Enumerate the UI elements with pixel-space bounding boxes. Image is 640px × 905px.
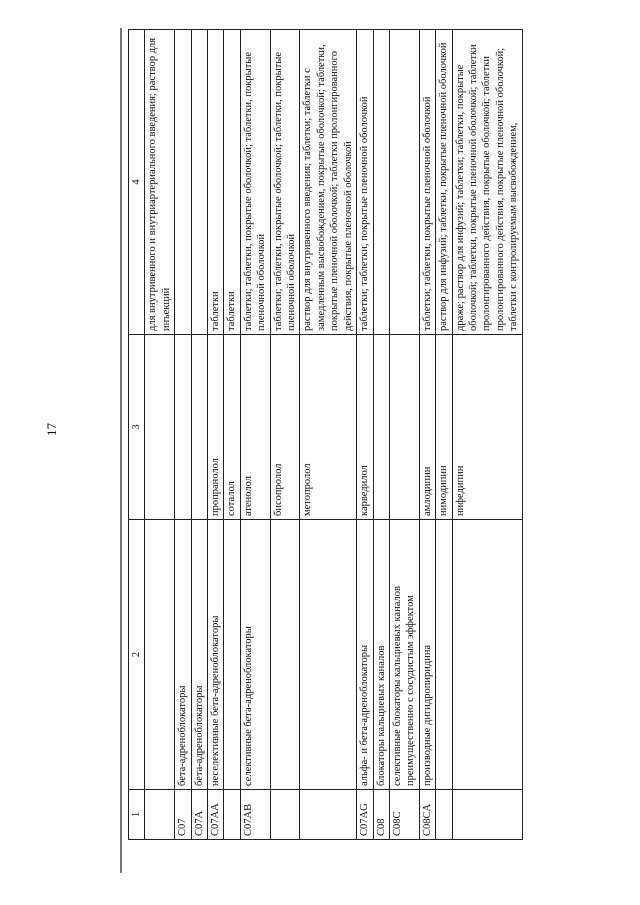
group-name-cell: бета-адреноблокаторы (175, 520, 191, 790)
page-number: 17 (44, 423, 59, 436)
atc-code-cell (436, 790, 452, 840)
page-edge-line (120, 28, 122, 873)
atc-code-cell: C08C (389, 790, 419, 840)
group-name-cell: блокаторы кальциевых каналов (373, 520, 389, 790)
atc-code-cell (145, 790, 175, 840)
dosage-form-cell (175, 30, 191, 335)
group-name-cell (224, 520, 240, 790)
drug-name-cell: пропранолол (208, 335, 224, 520)
atc-code-cell (224, 790, 240, 840)
drug-name-cell: карведилол (357, 335, 373, 520)
drug-name-cell: нимодипин (436, 335, 452, 520)
group-name-cell: альфа- и бета-адреноблокаторы (357, 520, 373, 790)
dosage-form-cell: таблетки; таблетки, покрытые оболочкой; таблетки, покрытые пленочной оболочкой (270, 30, 300, 335)
rotated-table-wrapper (128, 30, 583, 840)
dosage-form-cell (373, 30, 389, 335)
dosage-form-cell: драже; раствор для инфузий; таблетки; таблетки, покрытые оболочкой; таблетки, покрытые пленочной оболочкой; таблетки пролонгированного действия, покрытые оболочкой; таблетки пролонгированного действия, покрытые пленочной оболочкой; таблетки с контролируемым высвобождением, (452, 30, 522, 335)
drug-name-cell (373, 335, 389, 520)
table-row (436, 30, 452, 840)
dosage-form-cell (389, 30, 419, 335)
table-row (357, 30, 373, 840)
table-row (300, 30, 357, 840)
drug-name-cell (175, 335, 191, 520)
header-cell: 4 (129, 30, 145, 335)
group-name-cell (452, 520, 522, 790)
atc-code-cell: C08CA (419, 790, 435, 840)
table-row (373, 30, 389, 840)
group-name-cell: бета-адреноблокаторы (191, 520, 207, 790)
table-row (208, 30, 224, 840)
atc-code-cell: C07AA (208, 790, 224, 840)
dosage-form-cell: таблетки (208, 30, 224, 335)
table-row (270, 30, 300, 840)
drug-name-cell: нифедипин (452, 335, 522, 520)
drug-name-cell: бисопролол (270, 335, 300, 520)
group-name-cell (270, 520, 300, 790)
dosage-form-cell: таблетки; таблетки, покрытые пленочной оболочкой (419, 30, 435, 335)
group-name-cell (145, 520, 175, 790)
header-row (129, 30, 145, 840)
drug-name-cell (389, 335, 419, 520)
group-name-cell (436, 520, 452, 790)
table-row (175, 30, 191, 840)
dosage-form-cell: таблетки (224, 30, 240, 335)
dosage-form-cell: таблетки; таблетки, покрытые оболочкой; таблетки, покрытые пленочной оболочкой (240, 30, 270, 335)
drug-name-cell: соталол (224, 335, 240, 520)
dosage-form-cell: раствор для инфузий; таблетки, покрытые пленочной оболочкой (436, 30, 452, 335)
header-cell: 2 (129, 520, 145, 790)
table-row (191, 30, 207, 840)
atc-code-cell (300, 790, 357, 840)
table-row (452, 30, 522, 840)
atc-code-cell (452, 790, 522, 840)
atc-code-cell: C07AG (357, 790, 373, 840)
table-row (145, 30, 175, 840)
header-cell: 1 (129, 790, 145, 840)
drug-name-cell (145, 335, 175, 520)
drug-name-cell: амлодипин (419, 335, 435, 520)
header-cell: 3 (129, 335, 145, 520)
dosage-form-cell: раствор для внутривенного введения; таблетки; таблетки с замедленным высвобождением, покрытые оболочкой; таблетки, покрытые пленочной оболочкой; таблетки пролонгированного действия, покрытые пленочной оболочкой (300, 30, 357, 335)
drug-name-cell (191, 335, 207, 520)
table-row (240, 30, 270, 840)
drug-name-cell: атенолол (240, 335, 270, 520)
drug-name-cell: метопролол (300, 335, 357, 520)
atc-code-cell: C07AB (240, 790, 270, 840)
drug-list-table (128, 29, 523, 840)
atc-code-cell (270, 790, 300, 840)
table-row (389, 30, 419, 840)
table-body (129, 30, 523, 840)
dosage-form-cell: для внутривенного и внутриартериального введения; раствор для инъекций (145, 30, 175, 335)
atc-code-cell: C07A (191, 790, 207, 840)
group-name-cell: производные дигидропиридина (419, 520, 435, 790)
group-name-cell (300, 520, 357, 790)
group-name-cell: селективные блокаторы кальциевых каналов преимущественно с сосудистым эффектом (389, 520, 419, 790)
dosage-form-cell (191, 30, 207, 335)
table-row (419, 30, 435, 840)
atc-code-cell: C07 (175, 790, 191, 840)
group-name-cell: неселективные бета-адреноблокаторы (208, 520, 224, 790)
group-name-cell: селективные бета-адреноблокаторы (240, 520, 270, 790)
dosage-form-cell: таблетки; таблетки, покрытые пленочной оболочкой (357, 30, 373, 335)
table-row (224, 30, 240, 840)
atc-code-cell: C08 (373, 790, 389, 840)
